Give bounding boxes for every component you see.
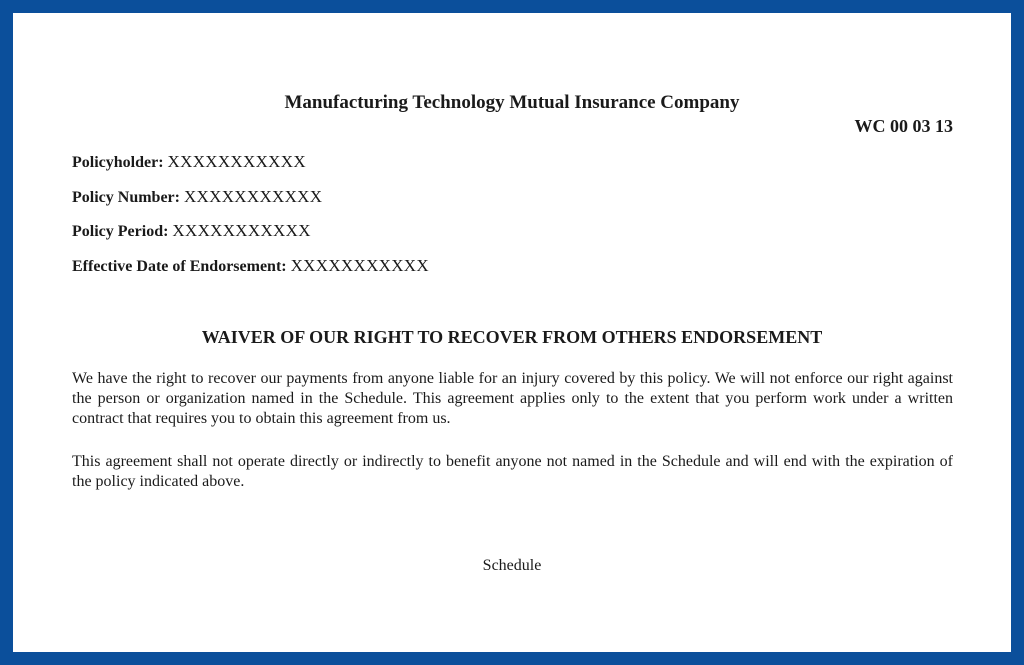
policyholder-value: XXXXXXXXXXX (167, 152, 306, 171)
document-page (13, 13, 1011, 652)
schedule-heading: Schedule (482, 557, 542, 574)
policyholder-field (72, 152, 306, 173)
policy-number-field (72, 187, 322, 208)
effective-date-label: Effective Date of Endorsement: (72, 258, 287, 275)
policy-number-label: Policy Number: (72, 189, 180, 206)
policy-period-value: XXXXXXXXXXX (172, 221, 311, 240)
endorsement-title: WAIVER OF OUR RIGHT TO RECOVER FROM OTHERS ENDORSEMENT (201, 327, 823, 347)
company-name: Manufacturing Technology Mutual Insurance Company (284, 92, 740, 113)
policyholder-label: Policyholder: (72, 154, 164, 171)
effective-date-field (72, 256, 429, 277)
form-number: WC 00 03 13 (854, 116, 953, 136)
policy-period-field (72, 221, 311, 242)
policy-number-value: XXXXXXXXXXX (183, 187, 323, 206)
endorsement-paragraph-1: We have the right to recover our payments from anyone liable for an injury covered by this policy. We will not enforce our right against the person or organization named in the Schedule. This agreement applies only to the extent that you perform work under a written contract that requires you to obtain this agreement from us. (72, 370, 953, 427)
policy-period-label: Policy Period: (72, 223, 169, 240)
endorsement-paragraph-2: This agreement shall not operate directly or indirectly to benefit anyone not named in the Schedule and will end with the expiration of the policy indicated above. (72, 453, 953, 490)
effective-date-value: XXXXXXXXXXX (290, 256, 429, 275)
